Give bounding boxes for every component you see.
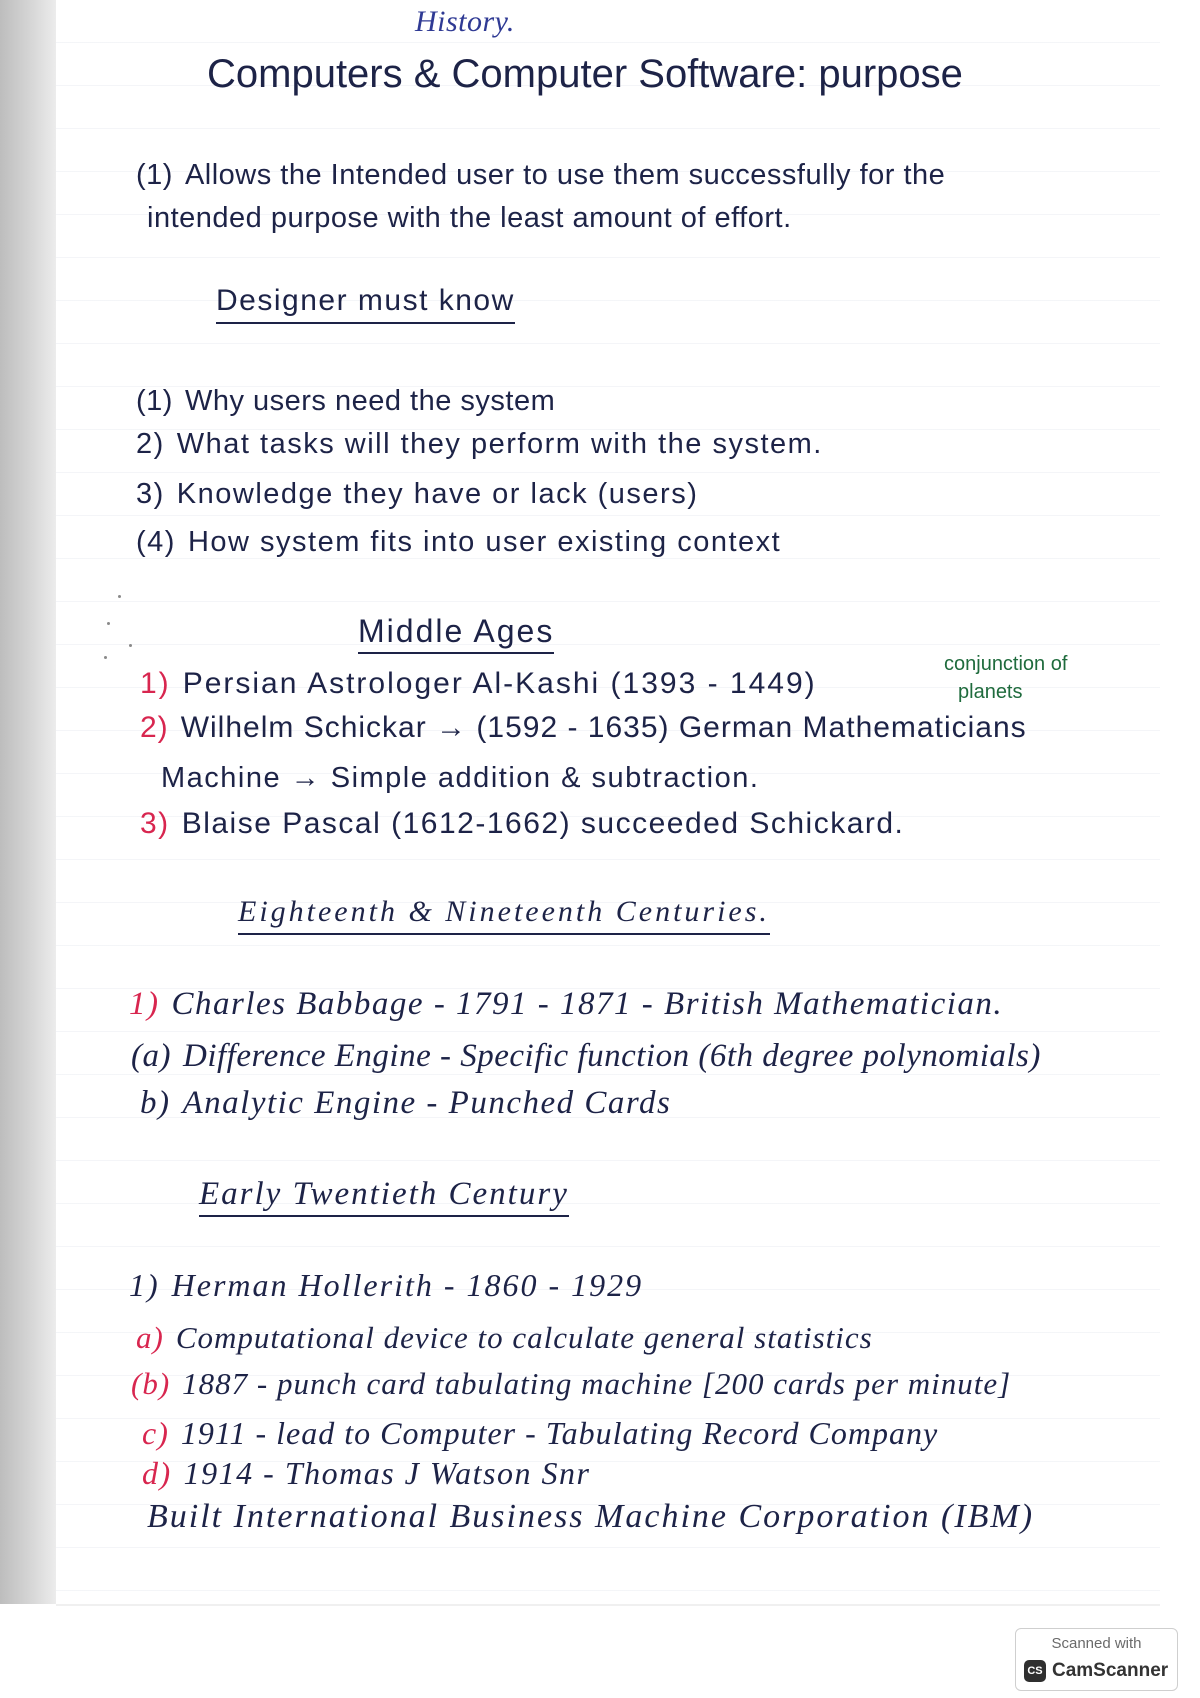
item-marker: 3) <box>140 807 170 840</box>
notebook-paper <box>56 0 1160 1604</box>
binding-shadow <box>0 0 56 1604</box>
item-marker: d) <box>142 1455 172 1491</box>
designer-item-2 <box>136 426 823 462</box>
designer-heading <box>216 283 515 324</box>
item-text: Computational device to calculate general statistics <box>175 1320 873 1355</box>
item-marker: (b) <box>131 1366 171 1401</box>
item-marker: (4) <box>136 526 176 558</box>
item-text: Machine → Simple addition & subtraction. <box>161 762 760 794</box>
intro-line-1 <box>136 157 945 193</box>
item-text: 1887 - punch card tabulating machine [200 cards per minute] <box>182 1366 1012 1401</box>
designer-item-4 <box>136 524 781 560</box>
intro-text-1: Allows the Intended user to use them successfully for the <box>184 159 946 191</box>
side-note-line-2: planets <box>958 681 1023 703</box>
item-marker: (a) <box>131 1038 171 1074</box>
intro-text-2: intended purpose with the least amount of effort. <box>147 202 792 234</box>
item-text: 1914 - Thomas J Watson Snr <box>183 1455 591 1491</box>
item-marker: (1) <box>136 385 173 417</box>
side-note-line-1: conjunction of <box>944 653 1068 675</box>
margin-dot <box>129 644 132 647</box>
item-text: Herman Hollerith - 1860 - 1929 <box>171 1267 644 1303</box>
eighteenth-heading-text: Eighteenth & Nineteenth Centuries. <box>238 894 770 935</box>
early-twentieth-item-3 <box>131 1366 1011 1402</box>
early-twentieth-item-4 <box>142 1415 938 1451</box>
early-twentieth-item-2 <box>136 1320 873 1356</box>
header-note: History. <box>415 5 515 38</box>
item-text: 1911 - lead to Computer - Tabulating Record Company <box>180 1415 939 1451</box>
item-text: How system fits into user existing context <box>187 526 782 558</box>
item-text: Why users need the system <box>184 385 556 417</box>
badge-brand-row <box>1024 1660 1168 1682</box>
item-text: Persian Astrologer Al-Kashi (1393 - 1449) <box>182 667 817 700</box>
middle-ages-item-4 <box>140 806 904 842</box>
item-marker: 1) <box>129 1267 160 1303</box>
item-marker: 3) <box>136 478 165 510</box>
item-marker: 1) <box>129 986 160 1022</box>
item-text: Blaise Pascal (1612-1662) succeeded Schickard. <box>181 807 905 840</box>
item-text: Built International Business Machine Corporation (IBM) <box>147 1498 1035 1535</box>
item-text: What tasks will they perform with the system. <box>176 428 823 460</box>
margin-dot <box>104 656 107 659</box>
middle-ages-item-3 <box>161 760 759 796</box>
item-marker: 2) <box>136 428 165 460</box>
early-twentieth-item-5 <box>142 1455 590 1491</box>
eighteenth-item-1 <box>129 986 1003 1022</box>
middle-ages-heading-text: Middle Ages <box>358 613 554 654</box>
margin-dot <box>118 595 121 598</box>
page-title: Computers & Computer Software: purpose <box>207 52 963 96</box>
eighteenth-item-3 <box>140 1085 671 1121</box>
designer-item-3 <box>136 476 698 512</box>
camscanner-logo-icon: CS <box>1024 1660 1046 1682</box>
early-twentieth-item-6 <box>147 1499 1034 1535</box>
item-text: Wilhelm Schickar → (1592 - 1635) German Mathematicians <box>180 711 1027 744</box>
designer-item-1 <box>136 383 555 419</box>
designer-heading-text: Designer must know <box>216 283 515 324</box>
intro-line-2 <box>147 200 792 236</box>
intro-marker: (1) <box>136 159 173 191</box>
item-marker: b) <box>140 1085 171 1121</box>
item-text: Difference Engine - Specific function (6th degree polynomials) <box>182 1038 1041 1074</box>
early-twentieth-heading-text: Early Twentieth Century <box>199 1176 569 1217</box>
middle-ages-item-2 <box>140 710 1027 746</box>
badge-brand-name: CamScanner <box>1052 1660 1169 1681</box>
margin-dot <box>107 622 110 625</box>
badge-top-text: Scanned with <box>1051 1635 1142 1652</box>
early-twentieth-heading <box>199 1176 569 1217</box>
item-text: Charles Babbage - 1791 - 1871 - British Mathematician. <box>171 986 1004 1022</box>
early-twentieth-item-1 <box>129 1267 643 1303</box>
middle-ages-heading <box>358 613 554 654</box>
eighteenth-heading <box>238 894 770 935</box>
eighteenth-item-2 <box>131 1038 1041 1074</box>
item-marker: 2) <box>140 711 169 744</box>
item-marker: 1) <box>140 667 171 700</box>
item-marker: c) <box>142 1415 169 1451</box>
scanner-badge <box>1015 1628 1178 1691</box>
middle-ages-item-1 <box>140 666 817 702</box>
item-text: Analytic Engine - Punched Cards <box>182 1085 672 1121</box>
item-text: Knowledge they have or lack (users) <box>176 478 699 510</box>
item-marker: a) <box>136 1320 164 1355</box>
